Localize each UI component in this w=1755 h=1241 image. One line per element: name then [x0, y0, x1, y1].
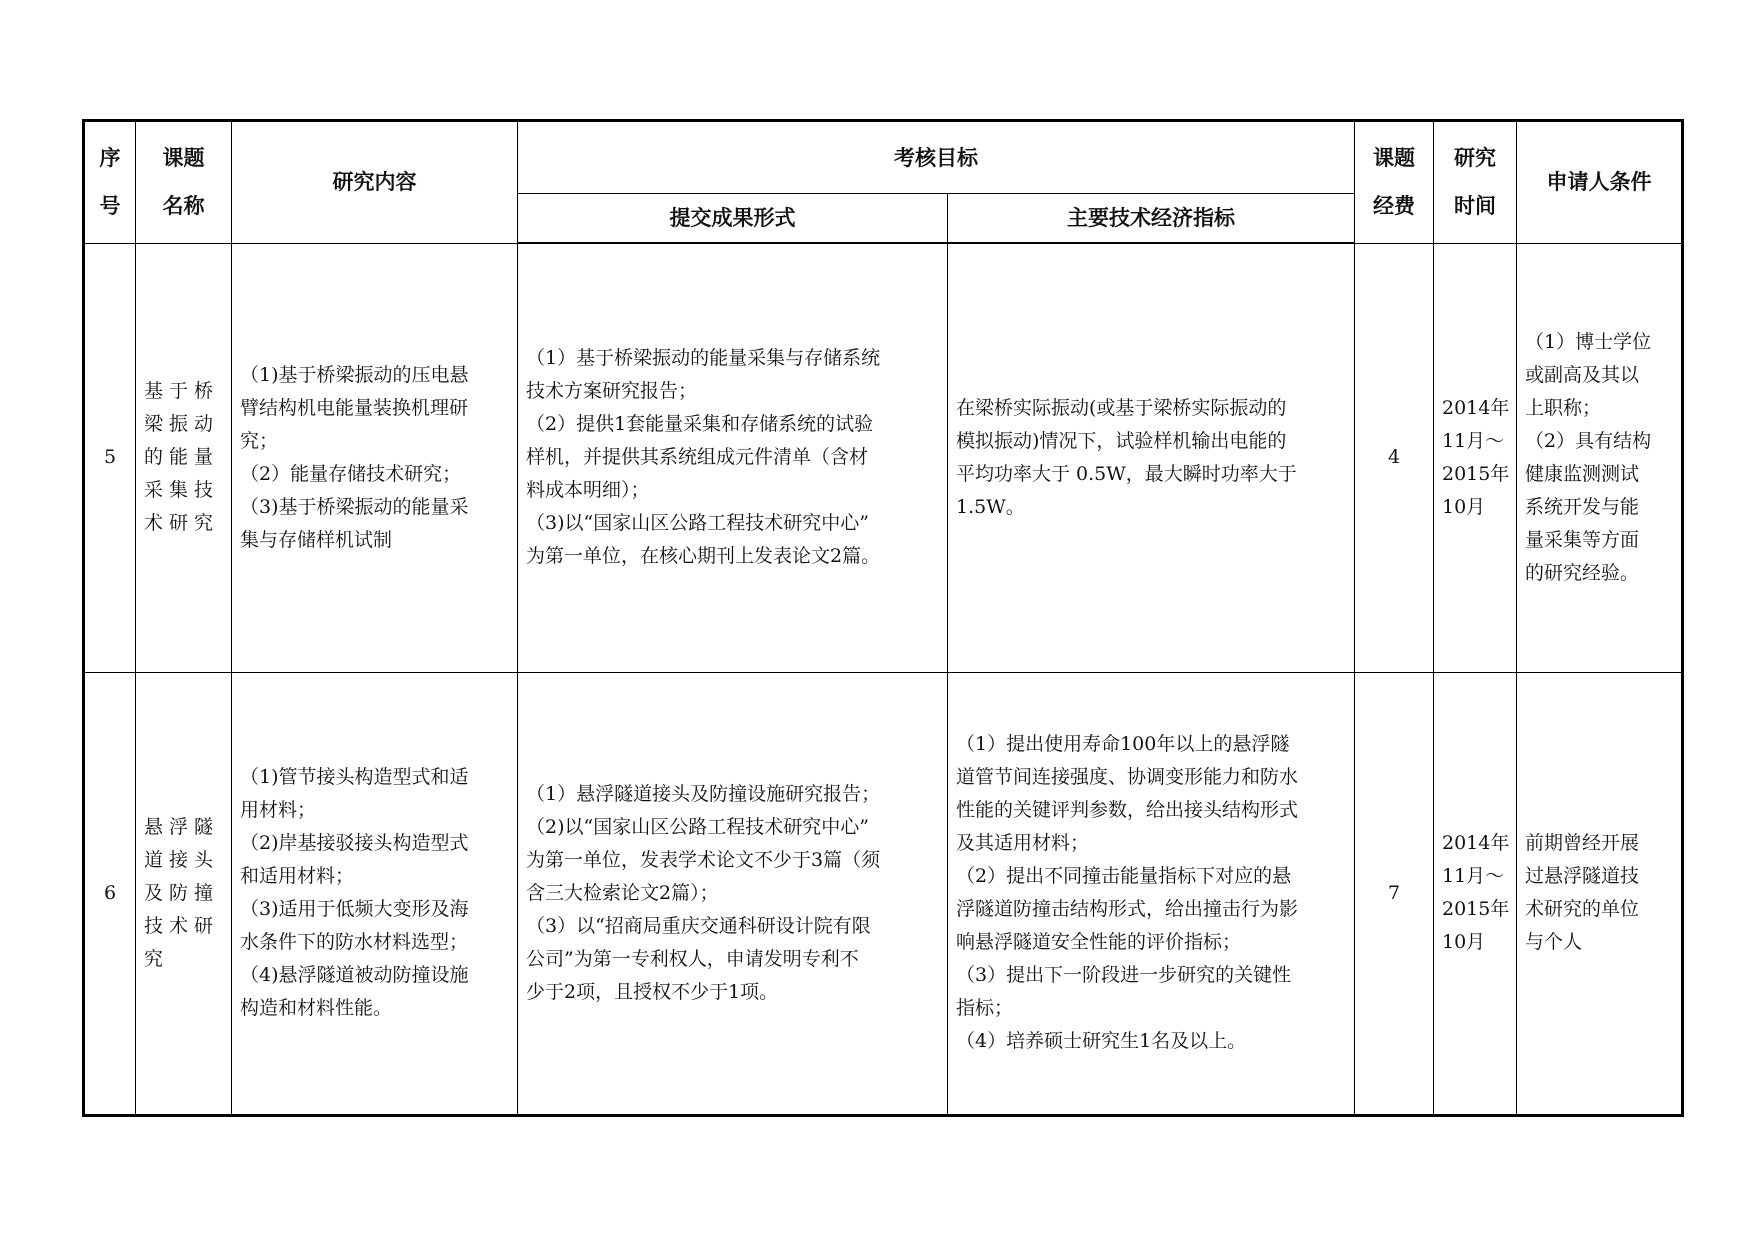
- cell-period: [1434, 243, 1517, 672]
- text-line: 为第一单位，发表学术论文不少于3篇（须: [526, 848, 881, 871]
- text-line: 的研究经验。: [1525, 561, 1640, 584]
- text-line: 及其适用材料；: [956, 832, 1090, 854]
- cell-deliverable-form: [518, 243, 948, 672]
- table-row: [84, 672, 1683, 1115]
- cell-deliverable-form: [518, 672, 948, 1115]
- text-line: 和适用材料；: [240, 865, 355, 887]
- text-line: 料成本明细）；: [526, 479, 650, 502]
- text-line: 究；: [240, 429, 279, 452]
- table-row: [84, 243, 1683, 672]
- text-line: （3)适用于低频大变形及海: [240, 898, 469, 920]
- research-topics-table: [82, 119, 1684, 1117]
- cell-research-content: [232, 243, 518, 672]
- text-line: （1）博士学位: [1525, 330, 1652, 353]
- text-line: 平均功率大于 0.5W，最大瞬时功率大于: [956, 462, 1297, 485]
- text-line: 的能量: [144, 446, 220, 468]
- cell-applicant-requirements: [1517, 243, 1683, 672]
- cell-topic-name: [136, 243, 232, 672]
- text-line: （2)以“国家山区公路工程技术研究中心”: [526, 815, 869, 838]
- text-line: 技术方案研究报告；: [526, 380, 698, 403]
- header-topic-name: 课题 名称: [136, 121, 232, 244]
- text-line: 含三大检索论文2篇）；: [526, 881, 719, 904]
- cell-seq: 6: [84, 672, 136, 1115]
- text-line: 臂结构机电能量装换机理研: [240, 396, 469, 419]
- text-line: 少于2项，且授权不少于1项。: [526, 980, 779, 1003]
- header-technical-indicators: 主要技术经济指标: [948, 194, 1355, 244]
- cell-technical-indicators: [948, 672, 1355, 1115]
- text-line: 10月: [1442, 495, 1486, 518]
- cell-funding: 7: [1355, 672, 1434, 1115]
- text-line: 2014年: [1442, 832, 1510, 854]
- text-line: 2014年: [1442, 396, 1510, 419]
- text-line: （3)基于桥梁振动的能量采: [240, 495, 469, 518]
- header-deliverable-form: 提交成果形式: [518, 194, 948, 244]
- cell-topic-name: [136, 672, 232, 1115]
- header-assessment-goal: 考核目标: [518, 121, 1355, 194]
- text-line: 道管节间连接强度、协调变形能力和防水: [956, 766, 1299, 788]
- text-line: （2）提出不同撞击能量指标下对应的悬: [956, 865, 1292, 887]
- text-line: 公司”为第一专利权人，申请发明专利不: [526, 947, 859, 970]
- text-line: （3)以“国家山区公路工程技术研究中心”: [526, 512, 869, 535]
- text-line: （2)岸基接驳接头构造型式: [240, 832, 469, 854]
- text-line: 或副高及其以: [1525, 363, 1640, 386]
- text-line: 术研究的单位: [1525, 898, 1640, 920]
- text-line: （1）悬浮隧道接头及防撞设施研究报告；: [526, 782, 881, 805]
- text-line: （1)管节接头构造型式和适: [240, 766, 469, 788]
- text-line: 指标；: [956, 997, 1014, 1019]
- text-line: 过悬浮隧道技: [1525, 865, 1640, 887]
- header-period: 研究 时间: [1434, 121, 1517, 244]
- text-line: 水条件下的防水材料选型；: [240, 931, 469, 953]
- header-seq: 序 号: [84, 121, 136, 244]
- text-line: 10月: [1442, 931, 1486, 953]
- text-line: 与个人: [1525, 931, 1583, 953]
- text-line: （1）基于桥梁振动的能量采集与存储系统: [526, 347, 881, 370]
- text-line: （3）提出下一阶段进一步研究的关键性: [956, 964, 1292, 986]
- text-line: 在梁桥实际振动(或基于梁桥实际振动的: [956, 396, 1287, 419]
- cell-seq: 5: [84, 243, 136, 672]
- text-line: 采集技: [144, 479, 220, 501]
- text-line: 2015年: [1442, 462, 1510, 485]
- text-line: 前期曾经开展: [1525, 832, 1640, 854]
- text-line: 系统开发与能: [1525, 495, 1640, 518]
- text-line: （2）能量存储技术研究；: [240, 462, 462, 485]
- text-line: 术研究: [144, 512, 220, 534]
- text-line: 道接头: [144, 848, 220, 871]
- text-line: 量采集等方面: [1525, 528, 1640, 551]
- text-line: （4）培养硕士研究生1名及以上。: [956, 1030, 1247, 1052]
- cell-applicant-requirements: [1517, 672, 1683, 1115]
- text-line: 1.5W。: [956, 495, 1025, 518]
- text-line: 11月～: [1442, 429, 1505, 452]
- text-line: （3）以“招商局重庆交通科研设计院有限: [526, 914, 871, 937]
- cell-technical-indicators: [948, 243, 1355, 672]
- text-line: 为第一单位，在核心期刊上发表论文2篇。: [526, 545, 881, 568]
- header-research-content: 研究内容: [232, 121, 518, 244]
- text-line: 及防撞: [144, 881, 220, 904]
- text-line: 构造和材料性能。: [240, 997, 393, 1019]
- text-line: 浮隧道防撞击结构形式，给出撞击行为影: [956, 898, 1299, 920]
- cell-funding: 4: [1355, 243, 1434, 672]
- cell-period: [1434, 672, 1517, 1115]
- text-line: 集与存储样机试制: [240, 528, 393, 551]
- header-applicant-requirements: 申请人条件: [1517, 121, 1683, 244]
- text-line: 性能的关键评判参数，给出接头结构形式: [956, 799, 1299, 821]
- header-funding: 课题 经费: [1355, 121, 1434, 244]
- text-line: 究: [144, 947, 170, 970]
- text-line: 用材料；: [240, 799, 317, 821]
- cell-research-content: [232, 672, 518, 1115]
- text-line: 悬浮隧: [144, 815, 220, 838]
- text-line: 上职称；: [1525, 396, 1602, 419]
- text-line: 技术研: [144, 914, 220, 937]
- text-line: （2）提供1套能量采集和存储系统的试验: [526, 413, 874, 436]
- text-line: 基于桥: [144, 380, 220, 402]
- text-line: （2）具有结构: [1525, 429, 1652, 452]
- text-line: 2015年: [1442, 898, 1510, 920]
- text-line: （1）提出使用寿命100年以上的悬浮隧: [956, 733, 1290, 755]
- text-line: 梁振动: [144, 413, 220, 435]
- text-line: （4)悬浮隧道被动防撞设施: [240, 964, 469, 986]
- text-line: 模拟振动)情况下，试验样机输出电能的: [956, 429, 1287, 452]
- text-line: 11月～: [1442, 865, 1505, 887]
- text-line: （1)基于桥梁振动的压电悬: [240, 363, 469, 386]
- text-line: 响悬浮隧道安全性能的评价指标；: [956, 931, 1242, 953]
- text-line: 健康监测测试: [1525, 462, 1640, 485]
- text-line: 样机，并提供其系统组成元件清单（含材: [526, 446, 869, 469]
